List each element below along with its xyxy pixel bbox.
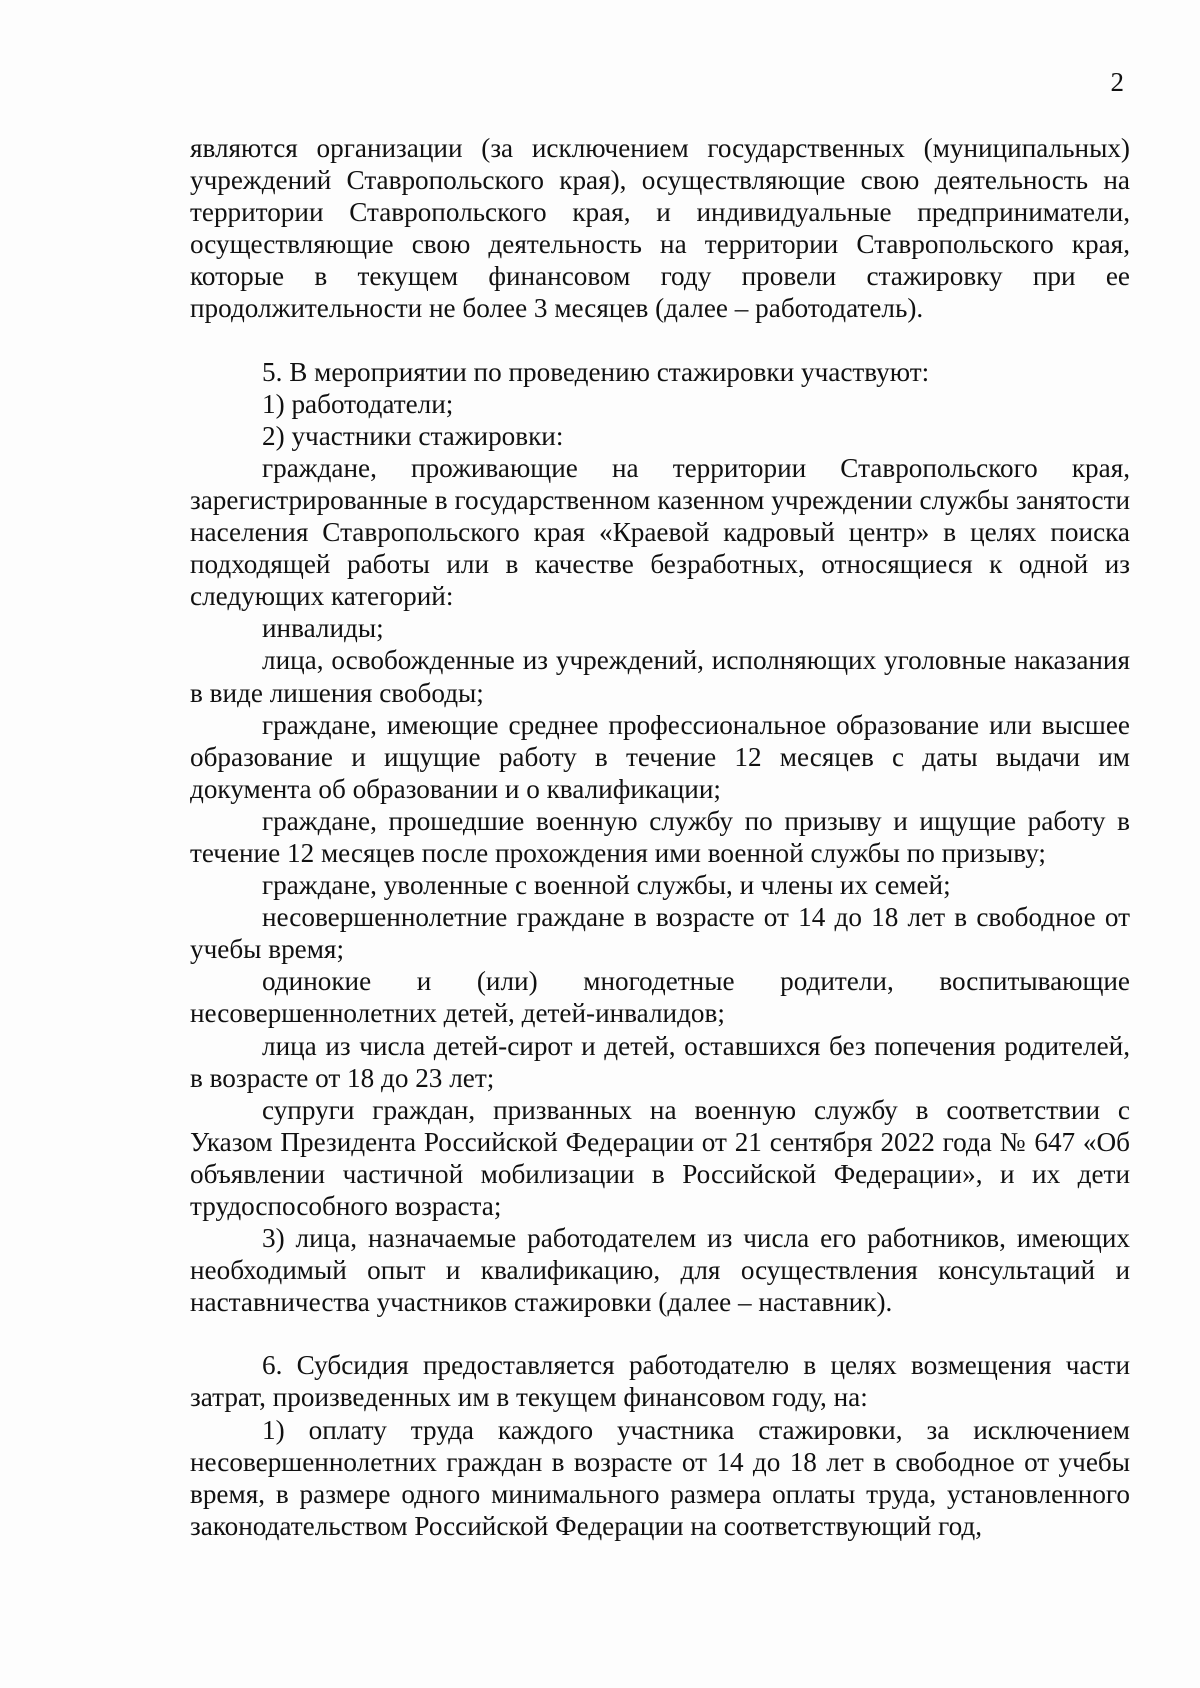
paragraph-employers-definition: являются организации (за исключением государственных (муниципальных) учреждений Ставропольского края), осуществляющие свою деятельность на территории Ставропольского края, и индивидуальные предприниматели, осуществляющие свою деятельность на территории Ставропольского края, которые в текущем финансовом году провели стажировку при ее продолжительности не более 3 месяцев (далее – работодатель). xyxy=(190,133,1130,324)
category-graduates: граждане, имеющие среднее профессиональное образование или высшее образование и ищущие работу в течение 12 месяцев с даты выдачи им документа об образовании и о квалификации; xyxy=(190,709,1130,804)
paragraph-citizens-registered: граждане, проживающие на территории Ставропольского края, зарегистрированные в государственном казенном учреждении службы занятости населения Ставропольского края «Краевой кадровый центр» в целях поиска подходящей работы или в качестве безработных, относящиеся к одной из следующих категорий: xyxy=(190,452,1130,612)
category-discharged-military: граждане, уволенные с военной службы, и члены их семей; xyxy=(262,870,951,901)
paragraph-section-6: 6. Субсидия предоставляется работодателю в целях возмещения части затрат, произведенных им в текущем финансовом году, на: xyxy=(190,1350,1130,1413)
list-item-wage-payment: 1) оплату труда каждого участника стажировки, за исключением несовершеннолетних граждан в возрасте от 14 до 18 лет в свободное от учебы время, в размере одного минимального размера оплаты труда, установленного законодательством Российской Федерации на соответствующий год, xyxy=(190,1414,1130,1541)
category-released-prisoners: лица, освобожденные из учреждений, исполняющих уголовные наказания в виде лишения свободы; xyxy=(190,645,1130,708)
category-mobilized-spouses: супруги граждан, призванных на военную службу в соответствии с Указом Президента Российской Федерации от 21 сентября 2022 года № 647 «Об объявлении частичной мобилизации в Российской Федерации», и их дети трудоспособного возраста; xyxy=(190,1094,1130,1221)
category-single-parents: одинокие и (или) многодетные родители, воспитывающие несовершеннолетних детей, детей-инвалидов; xyxy=(190,966,1130,1029)
list-item-mentors: 3) лица, назначаемые работодателем из числа его работников, имеющих необходимый опыт и квалификацию, для осуществления консультаций и наставничества участников стажировки (далее – наставник). xyxy=(190,1223,1130,1318)
list-item-participants: 2) участники стажировки: xyxy=(262,420,564,451)
category-orphans: лица из числа детей-сирот и детей, оставшихся без попечения родителей, в возрасте от 18 до 23 лет; xyxy=(190,1030,1130,1093)
list-item-employers: 1) работодатели; xyxy=(262,388,454,419)
document-body xyxy=(190,132,1130,1542)
category-conscripts: граждане, прошедшие военную службу по призыву и ищущие работу в течение 12 месяцев после прохождения ими военной службы по призыву; xyxy=(190,805,1130,868)
paragraph-section-5: 5. В мероприятии по проведению стажировки участвуют: xyxy=(262,356,930,387)
category-minors: несовершеннолетние граждане в возрасте от 14 до 18 лет в свободное от учебы время; xyxy=(190,902,1130,965)
category-disabled: инвалиды; xyxy=(262,613,384,644)
page-number: 2 xyxy=(1110,67,1124,97)
